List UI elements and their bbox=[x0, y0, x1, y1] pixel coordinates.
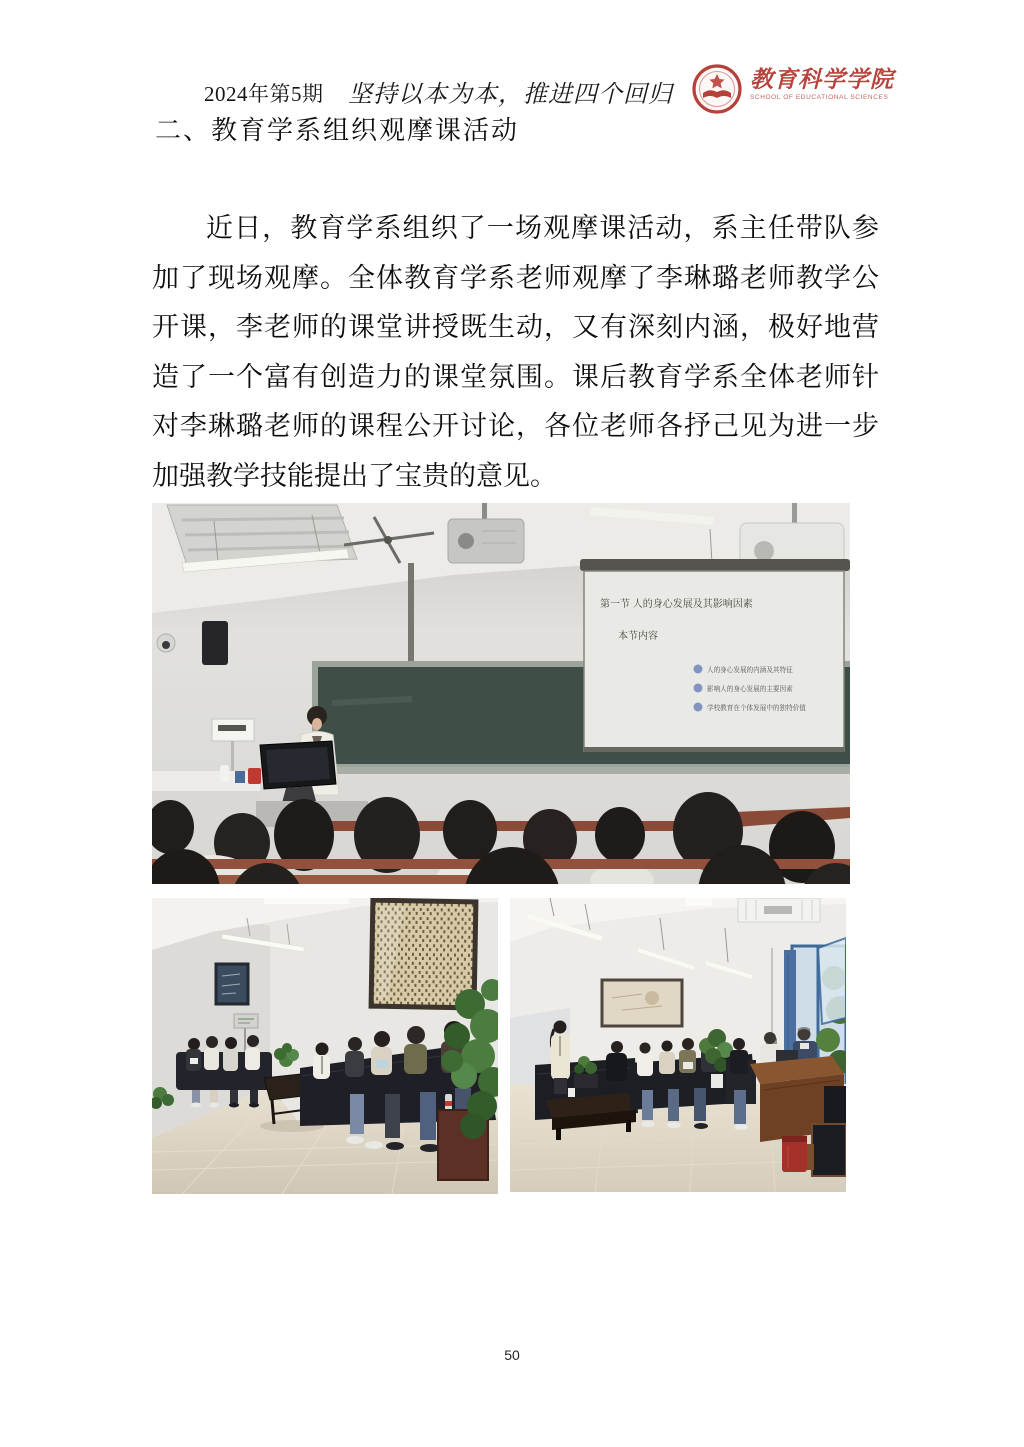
logo-subtitle: SCHOOL OF EDUCATIONAL SCIENCES bbox=[750, 94, 889, 101]
header-motto: 坚持以本为本，推进四个回归 bbox=[348, 82, 673, 108]
projection-screen bbox=[580, 559, 850, 752]
water-bottle bbox=[220, 765, 229, 782]
logo-title: 教育科学学院 bbox=[750, 67, 894, 92]
white-cup bbox=[568, 1088, 575, 1097]
red-trash-bin bbox=[782, 1136, 807, 1172]
slide-bullet-2: 影响人的身心发展的主要因素 bbox=[707, 686, 793, 693]
dome-camera-icon bbox=[157, 634, 175, 652]
wall-art-frame bbox=[602, 980, 682, 1026]
slide-bullet-1: 人的身心发展的内涵及其特征 bbox=[707, 667, 793, 674]
school-logo bbox=[692, 60, 892, 126]
wall-speaker-icon bbox=[202, 621, 228, 665]
discussion-photo-right bbox=[510, 898, 846, 1192]
red-cup bbox=[248, 768, 261, 784]
section-heading: 二、教育学系组织观摩课活动 bbox=[155, 116, 520, 145]
slide-title: 第一节 人的身心发展及其影响因素 bbox=[600, 599, 753, 610]
blue-cup bbox=[235, 771, 245, 783]
discussion-photo-left bbox=[152, 898, 498, 1194]
slide-subtitle: 本节内容 bbox=[618, 631, 658, 642]
school-emblem-icon bbox=[692, 64, 742, 114]
issue-label: 2024年第5期 bbox=[204, 82, 324, 106]
article-paragraph: 近日，教育学系组织了一场观摩课活动，系主任带队参加了现场观摩。全体教育学系老师观摩了李琳璐老师教学公开课，李老师的课堂讲授既生动，又有深刻内涵，极好地营造了一个富有创造力的课堂氛围。课后教育学系全体老师针对李琳璐老师的课程公开讨论，各位老师各抒己见为进一步加强教学技能提出了宝贵的意见。 bbox=[152, 213, 879, 491]
slide-bullet-3: 学校教育在个体发展中的独特价值 bbox=[707, 705, 806, 712]
small-wall-frame bbox=[216, 964, 248, 1004]
page-number: 50 bbox=[504, 1347, 520, 1363]
classroom-photo bbox=[152, 503, 850, 884]
calligraphy-frame bbox=[371, 900, 476, 1008]
ac-vent bbox=[738, 898, 820, 922]
papers bbox=[376, 1060, 388, 1068]
